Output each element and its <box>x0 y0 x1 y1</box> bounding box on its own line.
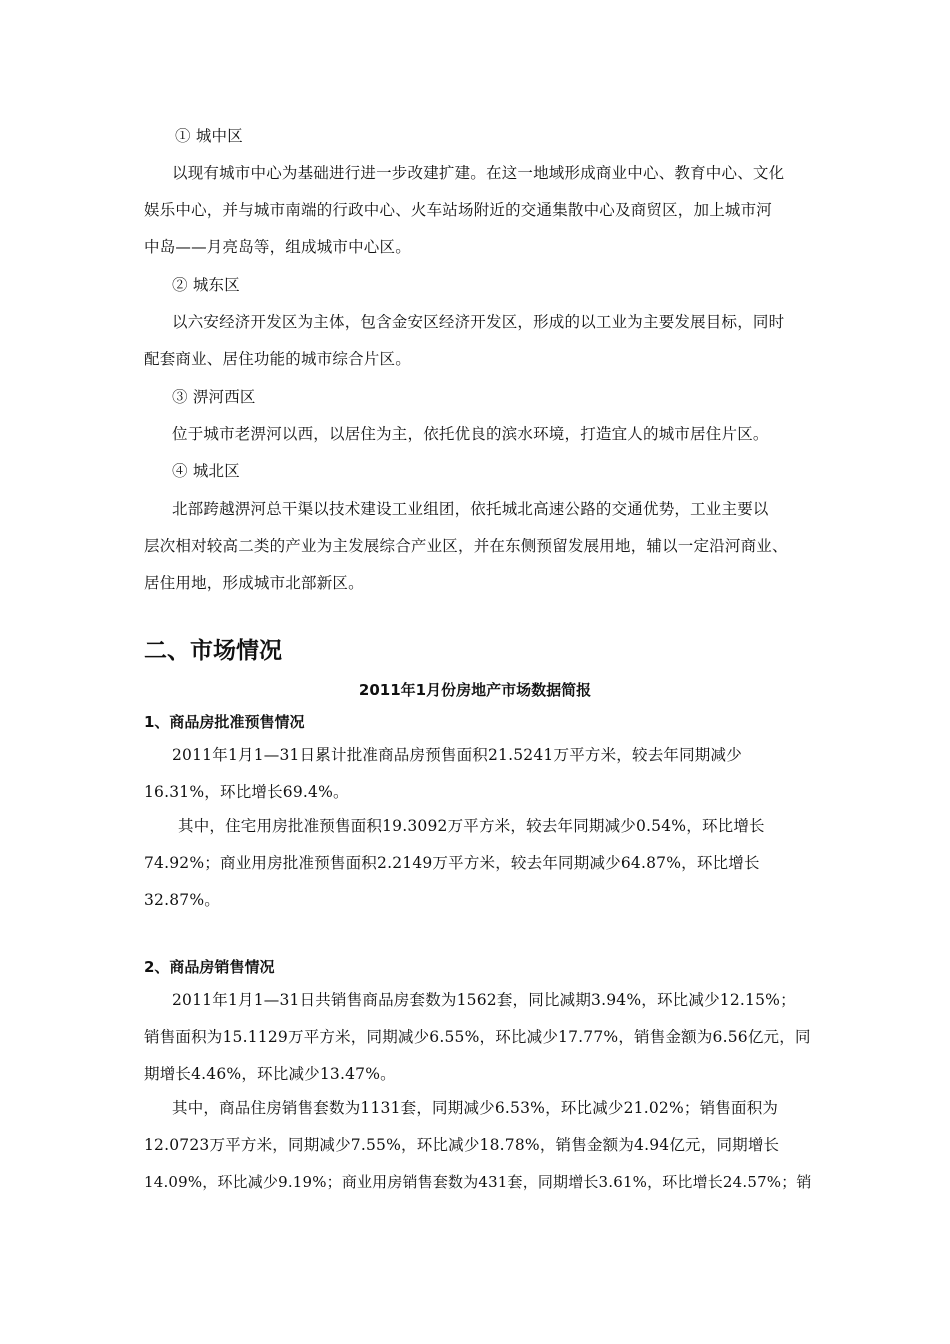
paragraph-line: 位于城市老淠河以西，以居住为主，依托优良的滨水环境，打造宜人的城市居住片区。 <box>172 425 769 443</box>
paragraph-line: 74.92%；商业用房批准预售面积2.2149万平方米，较去年同期减少64.87%，环比增长 <box>144 854 760 872</box>
paragraph-line: 14.09%，环比减少9.19%；商业用房销售套数为431套，同期增长3.61%，环比增长24.57%；销 <box>144 1173 812 1191</box>
paragraph-line: 其中，住宅用房批准预售面积19.3092万平方米，较去年同期减少0.54%，环比增长 <box>178 817 765 835</box>
section-heading-market: 二、市场情况 <box>144 638 282 664</box>
paragraph-line: 居住用地，形成城市北部新区。 <box>144 574 364 592</box>
paragraph-line: 北部跨越淠河总干渠以技术建设工业组团，依托城北高速公路的交通优势，工业主要以 <box>172 500 769 518</box>
paragraph-line: 32.87%。 <box>144 891 221 909</box>
district-title-pihexi: ③ 淠河西区 <box>172 388 256 406</box>
paragraph-line: 层次相对较高二类的产业为主发展综合产业区，并在东侧预留发展用地，辅以一定沿河商业、 <box>144 537 788 555</box>
paragraph-line: 其中，商品住房销售套数为1131套，同期减少6.53%，环比减少21.02%；销售面积为 <box>172 1099 779 1117</box>
paragraph-line: 中岛——月亮岛等，组成城市中心区。 <box>144 238 411 256</box>
district-title-chengbei: ④ 城北区 <box>172 462 240 480</box>
paragraph-line: 期增长4.46%，环比减少13.47%。 <box>144 1065 396 1083</box>
paragraph-line: 以六安经济开发区为主体，包含金安区经济开发区，形成的以工业为主要发展目标，同时 <box>172 313 785 331</box>
paragraph-line: 2011年1月1—31日累计批准商品房预售面积21.5241万平方米，较去年同期减少 <box>172 746 742 764</box>
paragraph-line: 16.31%，环比增长69.4%。 <box>144 783 349 801</box>
district-title-chengdong: ② 城东区 <box>172 276 240 294</box>
paragraph-line: 娱乐中心，并与城市南端的行政中心、火车站场附近的交通集散中心及商贸区，加上城市河 <box>144 201 773 219</box>
paragraph-line: 配套商业、居住功能的城市综合片区。 <box>144 350 411 368</box>
subsection-title-presale: 1、商品房批准预售情况 <box>144 713 305 731</box>
district-title-chengzhong: ① 城中区 <box>175 127 243 145</box>
subsection-title-sales: 2、商品房销售情况 <box>144 958 275 976</box>
paragraph-line: 2011年1月1—31日共销售商品房套数为1562套，同比减期3.94%，环比减少12.15%； <box>172 991 796 1009</box>
paragraph-line: 以现有城市中心为基础进行进一步改建扩建。在这一地域形成商业中心、教育中心、文化 <box>172 164 785 182</box>
report-title: 2011年1月份房地产市场数据简报 <box>358 681 592 699</box>
paragraph-line: 12.0723万平方米，同期减少7.55%，环比减少18.78%，销售金额为4.94亿元，同期增长 <box>144 1136 780 1154</box>
paragraph-line: 销售面积为15.1129万平方米，同期减少6.55%，环比减少17.77%，销售金额为6.56亿元，同 <box>144 1028 811 1046</box>
